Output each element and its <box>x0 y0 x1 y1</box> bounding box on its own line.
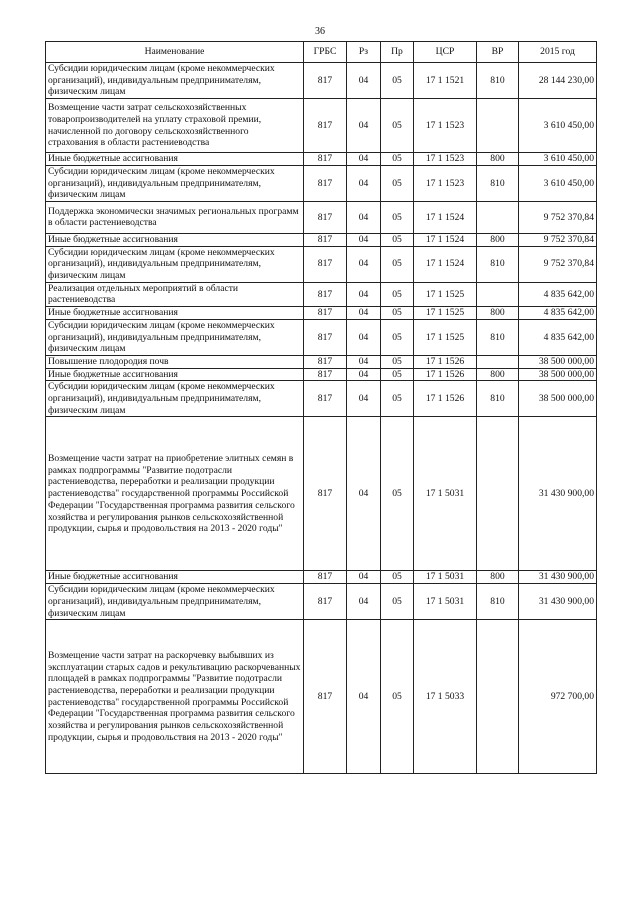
row-amount-cell: 4 835 642,00 <box>519 307 597 320</box>
row-vr-cell <box>477 99 519 153</box>
row-name-cell: Субсидии юридическим лицам (кроме некоммерческих организаций), индивидуальным предпринимателям, физическим лицам <box>46 63 304 99</box>
row-pr-cell: 05 <box>381 584 414 620</box>
row-grbs-cell: 817 <box>304 233 347 246</box>
row-vr-cell: 800 <box>477 153 519 166</box>
row-amount-cell: 38 500 000,00 <box>519 368 597 381</box>
row-grbs-cell: 817 <box>304 381 347 417</box>
row-grbs-cell: 817 <box>304 99 347 153</box>
table-header-row <box>46 42 597 63</box>
row-csr-cell: 17 1 1525 <box>414 319 477 355</box>
row-name-cell: Иные бюджетные ассигнования <box>46 307 304 320</box>
row-grbs-cell: 817 <box>304 571 347 584</box>
row-vr-cell: 800 <box>477 571 519 584</box>
row-grbs-cell: 817 <box>304 282 347 306</box>
table-row <box>46 417 597 571</box>
row-amount-cell: 4 835 642,00 <box>519 282 597 306</box>
row-pr-cell: 05 <box>381 319 414 355</box>
table-row <box>46 307 597 320</box>
row-amount-cell: 31 430 900,00 <box>519 417 597 571</box>
header-vr: ВР <box>477 42 519 63</box>
row-vr-cell: 810 <box>477 381 519 417</box>
header-rz: Рз <box>347 42 381 63</box>
row-vr-cell <box>477 620 519 774</box>
row-amount-cell: 3 610 450,00 <box>519 99 597 153</box>
row-amount-cell: 31 430 900,00 <box>519 584 597 620</box>
header-csr: ЦСР <box>414 42 477 63</box>
row-rz-cell: 04 <box>347 233 381 246</box>
row-pr-cell: 05 <box>381 165 414 201</box>
table-row <box>46 63 597 99</box>
row-amount-cell: 38 500 000,00 <box>519 355 597 368</box>
table-row <box>46 355 597 368</box>
row-csr-cell: 17 1 1523 <box>414 153 477 166</box>
row-grbs-cell: 817 <box>304 201 347 233</box>
row-rz-cell: 04 <box>347 571 381 584</box>
row-name-cell: Возмещение части затрат на приобретение элитных семян в рамках подпрограммы "Развитие подотрасли растениеводства, переработки и реализации продукции растениеводства" государственной программы Российской Федерации "Государственная программа развития сельского хозяйства и регулирования рынков сельскохозяйственной продукции, сырья и продовольствия на 2013 - 2020 годы" <box>46 417 304 571</box>
row-name-cell: Субсидии юридическим лицам (кроме некоммерческих организаций), индивидуальным предпринимателям, физическим лицам <box>46 246 304 282</box>
row-vr-cell <box>477 282 519 306</box>
row-grbs-cell: 817 <box>304 355 347 368</box>
row-rz-cell: 04 <box>347 584 381 620</box>
row-pr-cell: 05 <box>381 99 414 153</box>
row-pr-cell: 05 <box>381 233 414 246</box>
row-amount-cell: 9 752 370,84 <box>519 233 597 246</box>
row-amount-cell: 38 500 000,00 <box>519 381 597 417</box>
row-amount-cell: 972 700,00 <box>519 620 597 774</box>
table-row <box>46 246 597 282</box>
row-vr-cell: 810 <box>477 63 519 99</box>
table-row <box>46 584 597 620</box>
row-csr-cell: 17 1 1521 <box>414 63 477 99</box>
row-pr-cell: 05 <box>381 153 414 166</box>
row-amount-cell: 3 610 450,00 <box>519 153 597 166</box>
table-row <box>46 319 597 355</box>
row-name-cell: Иные бюджетные ассигнования <box>46 368 304 381</box>
row-rz-cell: 04 <box>347 246 381 282</box>
row-grbs-cell: 817 <box>304 620 347 774</box>
row-grbs-cell: 817 <box>304 368 347 381</box>
row-name-cell: Субсидии юридическим лицам (кроме некоммерческих организаций), индивидуальным предпринимателям, физическим лицам <box>46 584 304 620</box>
row-amount-cell: 31 430 900,00 <box>519 571 597 584</box>
row-rz-cell: 04 <box>347 165 381 201</box>
row-csr-cell: 17 1 5031 <box>414 571 477 584</box>
row-vr-cell: 810 <box>477 246 519 282</box>
row-name-cell: Иные бюджетные ассигнования <box>46 571 304 584</box>
budget-table <box>45 41 597 774</box>
row-grbs-cell: 817 <box>304 153 347 166</box>
row-vr-cell: 800 <box>477 368 519 381</box>
row-amount-cell: 28 144 230,00 <box>519 63 597 99</box>
row-csr-cell: 17 1 1524 <box>414 233 477 246</box>
row-rz-cell: 04 <box>347 282 381 306</box>
row-vr-cell <box>477 201 519 233</box>
row-grbs-cell: 817 <box>304 246 347 282</box>
row-csr-cell: 17 1 5031 <box>414 584 477 620</box>
row-rz-cell: 04 <box>347 319 381 355</box>
row-csr-cell: 17 1 1523 <box>414 165 477 201</box>
row-name-cell: Поддержка экономически значимых региональных программ в области растениеводства <box>46 201 304 233</box>
row-pr-cell: 05 <box>381 381 414 417</box>
row-grbs-cell: 817 <box>304 165 347 201</box>
row-pr-cell: 05 <box>381 201 414 233</box>
row-rz-cell: 04 <box>347 620 381 774</box>
row-pr-cell: 05 <box>381 246 414 282</box>
row-rz-cell: 04 <box>347 201 381 233</box>
row-vr-cell: 810 <box>477 165 519 201</box>
row-name-cell: Иные бюджетные ассигнования <box>46 233 304 246</box>
row-amount-cell: 3 610 450,00 <box>519 165 597 201</box>
row-rz-cell: 04 <box>347 63 381 99</box>
header-grbs: ГРБС <box>304 42 347 63</box>
row-grbs-cell: 817 <box>304 307 347 320</box>
row-pr-cell: 05 <box>381 417 414 571</box>
row-vr-cell: 810 <box>477 319 519 355</box>
table-row <box>46 165 597 201</box>
table-row <box>46 368 597 381</box>
row-grbs-cell: 817 <box>304 584 347 620</box>
row-rz-cell: 04 <box>347 417 381 571</box>
row-name-cell: Субсидии юридическим лицам (кроме некоммерческих организаций), индивидуальным предпринимателям, физическим лицам <box>46 319 304 355</box>
row-vr-cell: 810 <box>477 584 519 620</box>
row-rz-cell: 04 <box>347 153 381 166</box>
row-vr-cell: 800 <box>477 233 519 246</box>
row-rz-cell: 04 <box>347 99 381 153</box>
row-csr-cell: 17 1 1524 <box>414 201 477 233</box>
row-name-cell: Возмещение части затрат на раскорчевку выбывших из эксплуатации старых садов и рекультивацию раскорчеванных площадей в рамках подпрограммы "Развитие подотрасли растениеводства, переработки и реализации продукции растениеводства" государственной программы Российской Федерации "Государственная программа развития сельского хозяйства и регулирования рынков сельскохозяйственной продукции, сырья и продовольствия на 2013 - 2020 годы" <box>46 620 304 774</box>
row-csr-cell: 17 1 5033 <box>414 620 477 774</box>
row-pr-cell: 05 <box>381 571 414 584</box>
table-row <box>46 99 597 153</box>
row-pr-cell: 05 <box>381 63 414 99</box>
row-amount-cell: 9 752 370,84 <box>519 201 597 233</box>
row-rz-cell: 04 <box>347 355 381 368</box>
table-row <box>46 201 597 233</box>
row-name-cell: Возмещение части затрат сельскохозяйственных товаропроизводителей на уплату страховой премии, начисленной по договору сельскохозяйственного страхования в области растениеводства <box>46 99 304 153</box>
table-row <box>46 282 597 306</box>
table-row <box>46 153 597 166</box>
table-row <box>46 233 597 246</box>
row-pr-cell: 05 <box>381 355 414 368</box>
table-row <box>46 620 597 774</box>
row-rz-cell: 04 <box>347 307 381 320</box>
row-vr-cell <box>477 355 519 368</box>
row-pr-cell: 05 <box>381 620 414 774</box>
row-grbs-cell: 817 <box>304 319 347 355</box>
row-csr-cell: 17 1 1523 <box>414 99 477 153</box>
row-csr-cell: 17 1 1525 <box>414 282 477 306</box>
row-grbs-cell: 817 <box>304 63 347 99</box>
row-amount-cell: 4 835 642,00 <box>519 319 597 355</box>
row-grbs-cell: 817 <box>304 417 347 571</box>
row-pr-cell: 05 <box>381 307 414 320</box>
row-vr-cell <box>477 417 519 571</box>
row-pr-cell: 05 <box>381 282 414 306</box>
row-csr-cell: 17 1 1526 <box>414 355 477 368</box>
row-name-cell: Повышение плодородия почв <box>46 355 304 368</box>
row-name-cell: Иные бюджетные ассигнования <box>46 153 304 166</box>
row-name-cell: Субсидии юридическим лицам (кроме некоммерческих организаций), индивидуальным предпринимателям, физическим лицам <box>46 165 304 201</box>
row-name-cell: Реализация отдельных мероприятий в области растениеводства <box>46 282 304 306</box>
row-rz-cell: 04 <box>347 368 381 381</box>
table-row <box>46 571 597 584</box>
row-name-cell: Субсидии юридическим лицам (кроме некоммерческих организаций), индивидуальным предпринимателям, физическим лицам <box>46 381 304 417</box>
page-number: 36 <box>315 26 325 37</box>
table-row <box>46 381 597 417</box>
header-year: 2015 год <box>519 42 597 63</box>
row-vr-cell: 800 <box>477 307 519 320</box>
row-csr-cell: 17 1 1525 <box>414 307 477 320</box>
row-rz-cell: 04 <box>347 381 381 417</box>
row-csr-cell: 17 1 1524 <box>414 246 477 282</box>
row-csr-cell: 17 1 1526 <box>414 381 477 417</box>
header-pr: Пр <box>381 42 414 63</box>
header-name: Наименование <box>46 42 304 63</box>
row-pr-cell: 05 <box>381 368 414 381</box>
row-csr-cell: 17 1 5031 <box>414 417 477 571</box>
row-csr-cell: 17 1 1526 <box>414 368 477 381</box>
row-amount-cell: 9 752 370,84 <box>519 246 597 282</box>
